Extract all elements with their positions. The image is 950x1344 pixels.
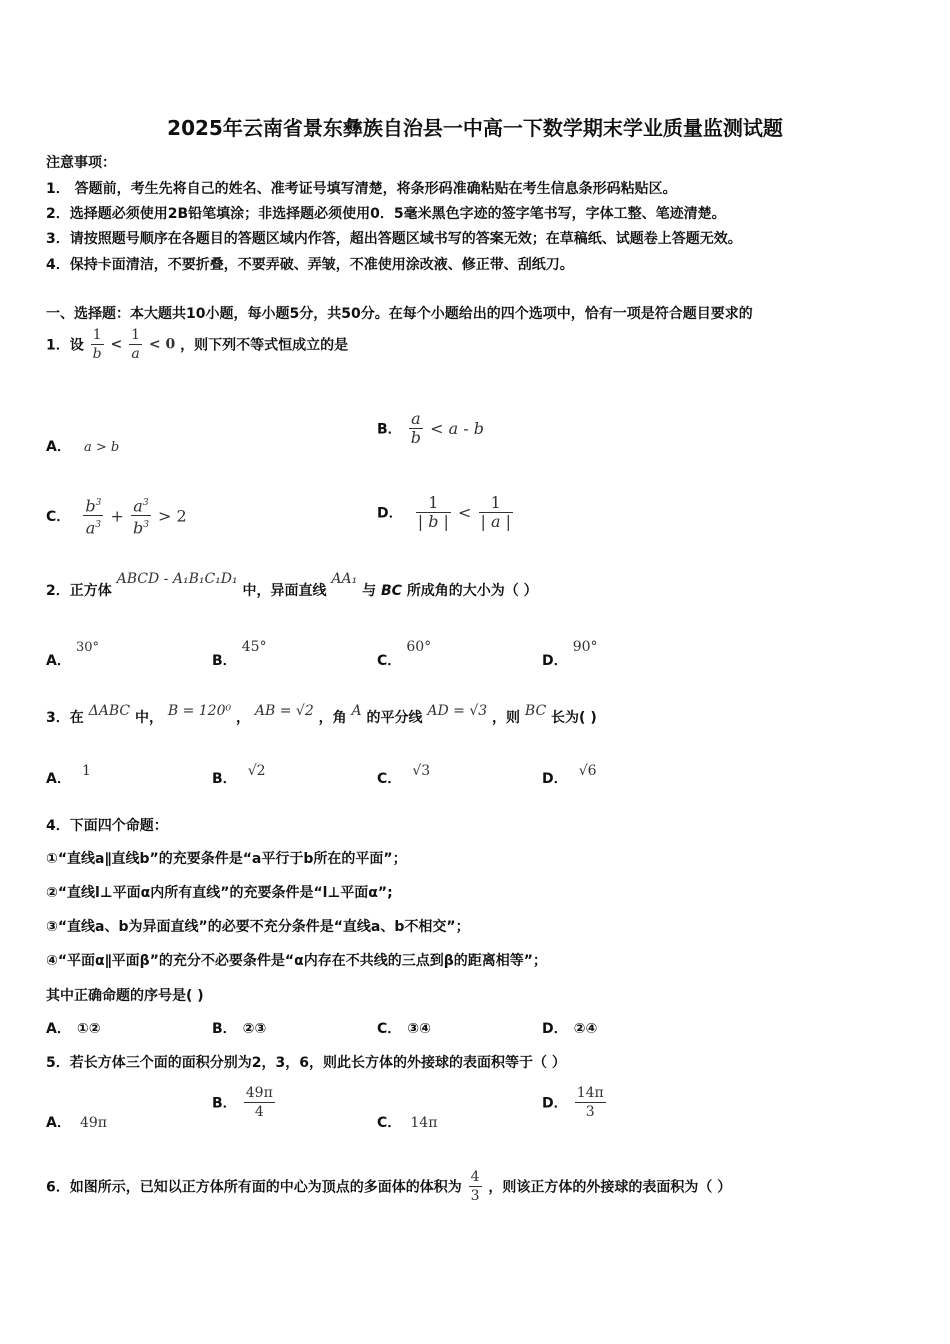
q2-option-a	[46, 636, 99, 669]
q2-option-c	[377, 636, 432, 669]
q1-option-a-expr: a > b	[83, 440, 120, 455]
question-2	[46, 571, 538, 600]
q2-option-b-label: B．	[212, 653, 237, 669]
q3-option-a-value: 1	[81, 763, 91, 779]
q4-statement-3: ③“直线a、b为异面直线”的必要不充分条件是“直线a、b不相交”；	[46, 919, 470, 935]
q3-t5: ，则	[492, 710, 521, 726]
q4-option-a-value: ①②	[76, 1021, 101, 1037]
q3-option-d-label: D．	[542, 771, 568, 787]
q4-option-c-label: C．	[377, 1021, 402, 1037]
q2-option-b	[212, 636, 267, 669]
q1-option-c-label: C．	[46, 508, 71, 525]
question-5-stem: 5．若长方体三个面的面积分别为2，3，6，则此长方体的外接球的表面积等于（ ）	[46, 1055, 566, 1071]
q1-option-b-frac: $\frac{a}{b}$	[410, 409, 422, 447]
q3-angle-b: B = 120⁰	[167, 703, 232, 719]
q4-option-b	[212, 1018, 266, 1038]
q3-option-d	[542, 760, 597, 787]
q3-side-ab: AB = √2	[254, 703, 314, 719]
q6-num: 4	[470, 1169, 480, 1185]
q2-suffix: 所成角的大小为（ ）	[406, 583, 538, 599]
q3-option-b-value: √2	[247, 763, 266, 779]
question-6	[46, 1168, 731, 1205]
q2-prefix: 2．正方体	[46, 583, 112, 599]
q2-option-b-value: 45°	[241, 639, 267, 655]
q5-option-b-label: B．	[212, 1095, 237, 1112]
q1-option-a	[46, 436, 119, 456]
q2-option-c-value: 60°	[406, 639, 432, 655]
q3-option-c-value: √3	[412, 763, 431, 779]
q5-option-a	[46, 1112, 107, 1132]
q2-mid: 中，异面直线	[242, 583, 327, 599]
q1-option-a-label: A．	[46, 439, 71, 455]
q2-option-a-value: 30°	[75, 640, 99, 655]
q5-option-c-value: 14π	[410, 1115, 438, 1131]
q1-condition-frac-a: $\frac{1}{a}$	[131, 327, 140, 362]
q1-option-c-frac-1: $\frac{b^3}{a^3}$	[83, 494, 103, 538]
q5-option-b-frac	[244, 1084, 275, 1121]
q6-volume-frac	[469, 1168, 482, 1205]
q5-option-d-num: 14π	[576, 1085, 604, 1101]
q4-statement-4: ④“平面α∥平面β”的充分不必要条件是“α内存在不共线的三点到β的距离相等”；	[46, 953, 547, 969]
q2-cube: ABCD - A₁B₁C₁D₁	[116, 571, 238, 587]
page-title: 2025年云南省景东彝族自治县一中高一下数学期末学业质量监测试题	[167, 116, 783, 140]
q2-mid2: 与	[362, 583, 377, 599]
notice-item-2: 2．选择题必须使用2B铅笔填涂；非选择题必须使用0．5毫米黑色字迹的签字笔书写，字体工整、笔迹清楚。	[46, 206, 726, 222]
q6-prefix: 6．如图所示，已知以正方体所有面的中心为顶点的多面体的体积为	[46, 1179, 462, 1196]
q1-option-b-tail: < a - b	[430, 419, 484, 438]
q3-t3: ，角	[318, 710, 347, 726]
q5-option-a-label: A．	[46, 1115, 71, 1131]
q3-t2: ，	[236, 710, 250, 726]
q5-option-d-label: D．	[542, 1095, 568, 1112]
q1-condition-frac-b: $\frac{1}{b}$	[92, 327, 102, 362]
q1-option-d-frac-2: $\frac{1}{| a |}$	[480, 493, 512, 531]
q2-bc: BC	[380, 583, 402, 599]
q5-option-c-label: C．	[377, 1115, 402, 1131]
q3-option-c-label: C．	[377, 771, 402, 787]
q3-option-a	[46, 760, 91, 787]
q5-option-b-num: 49π	[245, 1085, 273, 1101]
q3-t1: 中，	[134, 710, 163, 726]
q3-option-b	[212, 760, 266, 787]
q1-option-b	[377, 410, 484, 447]
q1-prefix: 1．设	[46, 337, 84, 354]
question-1: 1．设 $\frac{1}{b}$ < $\frac{1}{a}$ < 0 ，则下列不等式恒成立的是	[46, 327, 349, 362]
q3-t6: 长为( )	[551, 710, 597, 726]
notice-item-1: 1． 答题前，考生先将自己的姓名、准考证号填写清楚，将条形码准确粘贴在考生信息条形码粘贴区。	[46, 181, 677, 197]
q2-option-c-label: C．	[377, 653, 402, 669]
q5-option-d	[542, 1084, 608, 1121]
q5-option-d-frac	[575, 1084, 606, 1121]
notice-item-4: 4．保持卡面清洁，不要折叠，不要弄破、弄皱，不准使用涂改液、修正带、刮纸刀。	[46, 257, 574, 273]
q4-option-a	[46, 1018, 101, 1038]
q6-den: 3	[470, 1188, 480, 1204]
q1-option-b-label: B．	[377, 421, 402, 438]
q5-option-b	[212, 1084, 277, 1121]
notice-heading: 注意事项：	[46, 155, 116, 171]
q1-option-c-frac-2: $\frac{a^3}{b^3}$	[131, 494, 151, 538]
q4-option-b-value: ②③	[242, 1021, 267, 1037]
q3-angle-a: A	[351, 703, 362, 719]
q4-option-a-label: A．	[46, 1021, 71, 1037]
q4-option-d	[542, 1018, 597, 1038]
q2-option-d-value: 90°	[572, 639, 598, 655]
q3-t4: 的平分线	[366, 710, 423, 726]
question-3	[46, 703, 597, 727]
q5-option-c	[377, 1112, 437, 1132]
q3-option-a-label: A．	[46, 771, 71, 787]
q1-option-c: C． $\frac{b^3}{a^3}$ + $\frac{a^3}{b^3}$ > 2	[46, 494, 187, 538]
section-heading: 一、选择题：本大题共10小题，每小题5分，共50分。在每个小题给出的四个选项中，恰有一项是符合题目要求的	[46, 306, 753, 322]
q3-side-bc: BC	[524, 703, 547, 719]
q4-statement-1: ①“直线a∥直线b”的充要条件是“a平行于b所在的平面”；	[46, 851, 407, 867]
q4-option-d-label: D．	[542, 1021, 568, 1037]
q6-suffix: ，则该正方体的外接球的表面积为（ ）	[488, 1179, 732, 1196]
q4-option-b-label: B．	[212, 1021, 237, 1037]
q4-option-c	[377, 1018, 431, 1038]
q3-option-c	[377, 760, 431, 787]
q3-prefix: 3．在	[46, 710, 84, 726]
q2-option-d	[542, 636, 598, 669]
q2-option-a-label: A．	[46, 653, 71, 669]
q4-statement-2: ②“直线l⊥平面α内所有直线”的充要条件是“l⊥平面α”;	[46, 885, 393, 901]
q3-triangle: ΔABC	[88, 703, 131, 719]
q2-option-d-label: D．	[542, 653, 568, 669]
q5-option-b-den: 4	[254, 1104, 264, 1120]
q1-suffix: ，则下列不等式恒成立的是	[180, 337, 349, 354]
notice-item-3: 3．请按照题号顺序在各题目的答题区域内作答，超出答题区域书写的答案无效；在草稿纸、试题卷上答题无效。	[46, 231, 742, 247]
question-4-stem: 4．下面四个命题：	[46, 818, 168, 834]
q4-ask: 其中正确命题的序号是( )	[46, 988, 204, 1004]
q3-bisector-ad: AD = √3	[427, 703, 488, 719]
q3-option-b-label: B．	[212, 771, 237, 787]
q5-option-a-value: 49π	[79, 1115, 107, 1131]
q5-option-d-den: 3	[585, 1104, 595, 1120]
q1-option-d-frac-1: $\frac{1}{| b |}$	[417, 493, 449, 531]
q4-option-d-value: ②④	[573, 1021, 598, 1037]
q1-option-d: D． $\frac{1}{| b |}$ < $\frac{1}{| a |}$	[377, 493, 512, 531]
q3-option-d-value: √6	[578, 763, 597, 779]
q1-option-d-label: D．	[377, 505, 403, 522]
q2-line: AA₁	[331, 571, 358, 587]
q4-option-c-value: ③④	[407, 1021, 431, 1037]
